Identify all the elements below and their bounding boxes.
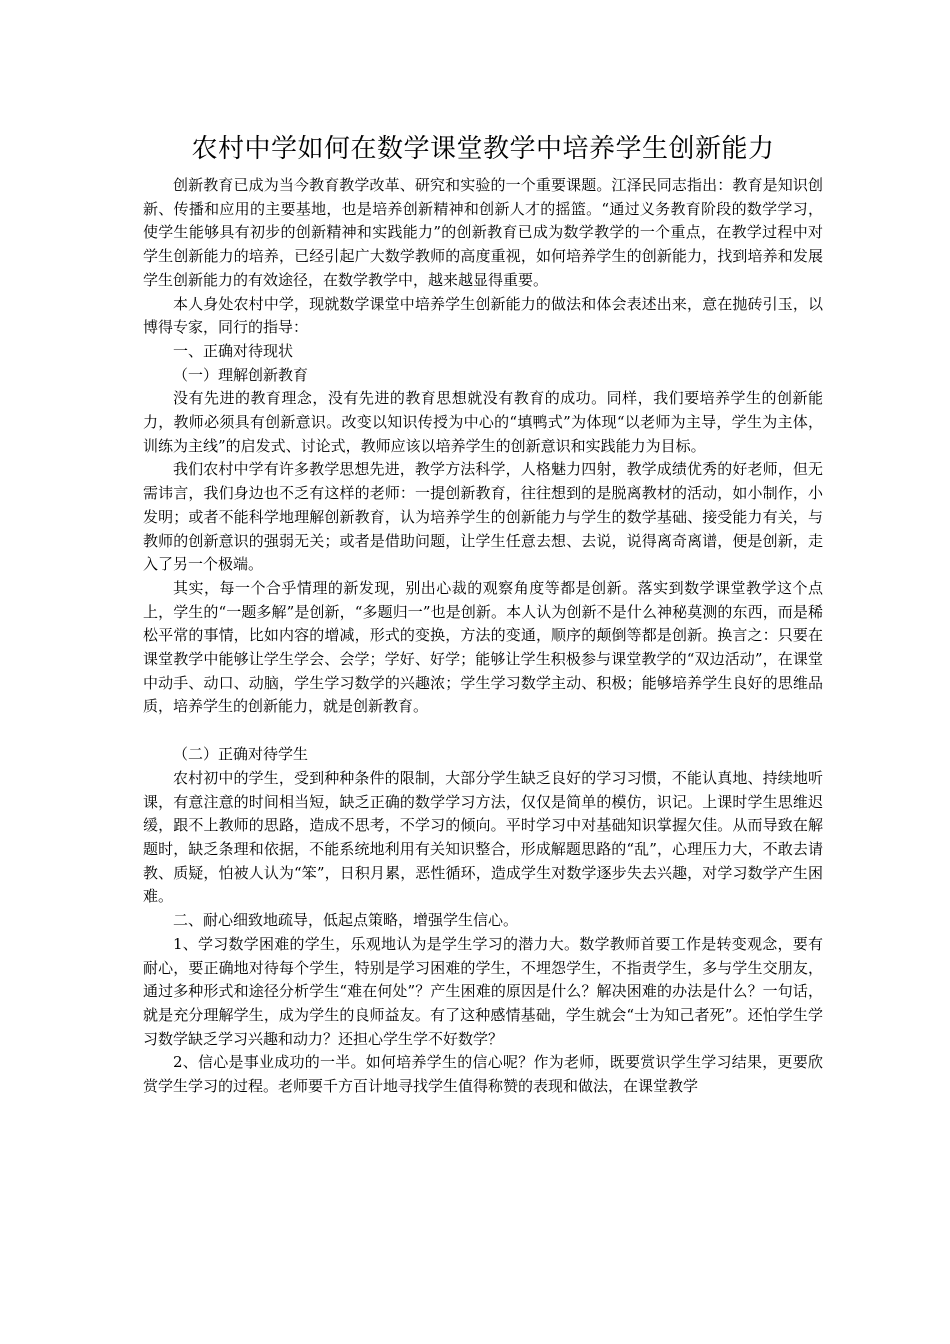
paragraph-point-2: 2、信心是事业成功的一半。如何培养学生的信心呢？作为老师，既要赏识学生学习结果，更要欣赏学生学习的过程。老师要千方百计地寻找学生值得称赞的表现和做法，在课堂教学 — [143, 1053, 823, 1096]
document-page — [143, 132, 823, 1099]
section-heading-2: 二、耐心细致地疏导，低起点策略，增强学生信心。 — [173, 911, 519, 930]
paragraph-understanding: 没有先进的教育理念，没有先进的教育思想就没有教育的成功。同样，我们要培养学生的创新能力，教师必须具有创新意识。改变以知识传授为中心的“填鸭式”为体现“以老师为主导，学生为主体，训练为主线”的启发式、讨论式，教师应该以培养学生的创新意识和实践能力为目标。 — [143, 389, 823, 455]
paragraph-intro: 创新教育已成为当今教育教学改革、研究和实验的一个重要课题。江泽民同志指出：教育是知识创新、传播和应用的主要基地，也是培养创新精神和创新人才的摇篮。“通过义务教育阶段的数学学习，使学生能够具有初步的创新精神和实践能力”的创新教育已成为数学教学的一个重点，在教学过程中对学生创新能力的培养，已经引起广大数学教师的高度重视，如何培养学生的创新能力，找到培养和发展学生创新能力的有效途径，在数学教学中，越来越显得重要。 — [143, 176, 823, 289]
document-title: 农村中学如何在数学课堂教学中培养学生创新能力 — [191, 134, 775, 164]
paragraph-innovation: 其实，每一个合乎情理的新发现，别出心裁的观察角度等都是创新。落实到数学课堂教学这个点上，学生的“一题多解”是创新，“多题归一”也是创新。本人认为创新不是什么神秘莫测的东西，而是稀松平常的事情，比如内容的增减，形式的变换，方法的变通，顺序的颠倒等都是创新。换言之：只要在课堂教学中能够让学生学会、会学；学好、好学；能够让学生积极参与课堂教学的“双边活动”，在课堂中动手、动口、动脑，学生学习数学的兴趣浓；学生学习数学主动、积极；能够培养学生良好的思维品质，培养学生的创新能力，就是创新教育。 — [143, 578, 823, 716]
subsection-heading-1-2: （二）正确对待学生 — [173, 745, 309, 764]
paragraph-teachers: 我们农村中学有许多教学思想先进，教学方法科学，人格魅力四射，教学成绩优秀的好老师，但无需讳言，我们身边也不乏有这样的老师：一提创新教育，往往想到的是脱离教材的活动，如小制作，小发明；或者不能科学地理解创新教育，认为培养学生的创新能力与学生的数学基础、接受能力有关，与教师的创新意识的强弱无关；或者是借助问题，让学生任意去想、去说，说得离奇离谱，便是创新，走入了另一个极端。 — [143, 460, 823, 574]
subsection-heading-1-1: （一）理解创新教育 — [173, 365, 309, 384]
paragraph-students: 农村初中的学生，受到种种条件的限制，大部分学生缺乏良好的学习习惯，不能认真地、持续地听课，有意注意的时间相当短，缺乏正确的数学学习方法，仅仅是简单的模仿，识记。上课时学生思维迟缓，跟不上教师的思路，造成不思考，不学习的倾向。平时学习中对基础知识掌握欠佳。从而导致在解题时，缺乏条理和依据，不能系统地利用有关知识整合，形成解题思路的“乱”，心理压力大，不敢去请教、质疑，怕被人认为“笨”，日积月累，恶性循环，造成学生对数学逐步失去兴趣，对学习数学产生困难。 — [143, 768, 823, 906]
section-heading-1: 一、正确对待现状 — [173, 341, 294, 360]
blank-line — [143, 719, 823, 743]
paragraph-point-1: 1、学习数学困难的学生，乐观地认为是学生学习的潜力大。数学教师首要工作是转变观念，要有耐心，要正确地对待每个学生，特别是学习困难的学生，不埋怨学生，不指责学生，多与学生交朋友，通过多种形式和途径分析学生“难在何处”？产生困难的原因是什么？解决困难的办法是什么？一句话，就是充分理解学生，成为学生的良师益友。有了这种感情基础，学生就会“士为知己者死”。还怕学生学习数学缺乏学习兴趣和动力？还担心学生学不好数学？ — [143, 934, 823, 1048]
paragraph-purpose: 本人身处农村中学，现就数学课堂中培养学生创新能力的做法和体会表述出来，意在抛砖引玉，以博得专家，同行的指导： — [143, 294, 823, 337]
